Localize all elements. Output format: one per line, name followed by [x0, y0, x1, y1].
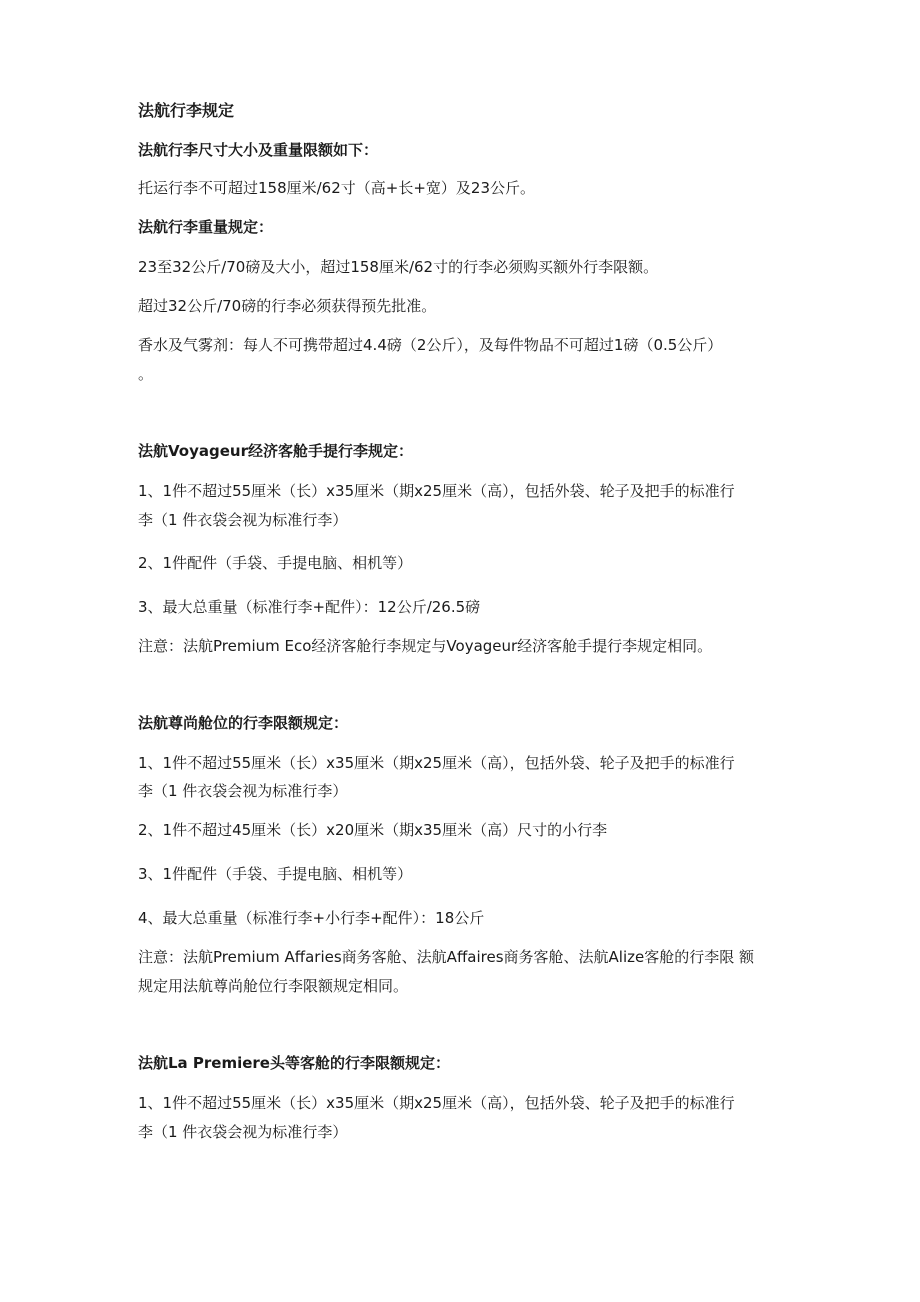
- document-title: 法航行李规定: [138, 101, 235, 120]
- voyageur-item1-line1: 1、1件不超过55厘米（长）x35厘米（期x25厘米（高），包括外袋、轮子及把手的标准行: [138, 482, 735, 500]
- premium-item2: 2、1件不超过45厘米（长）x20厘米（期x35厘米（高）尺寸的小行李: [138, 821, 608, 839]
- voyageur-note: 注意：法航Premium Eco经济客舱行李规定与Voyageur经济客舱手提行李规定相同。: [138, 637, 713, 655]
- general-heading-size: 法航行李尺寸大小及重量限额如下：: [138, 141, 379, 159]
- general-weight-rule-2: 超过32公斤/70磅的行李必须获得预先批准。: [138, 297, 437, 315]
- voyageur-item3: 3、最大总重量（标准行李+配件）：12公斤/26.5磅: [138, 598, 481, 616]
- general-heading-weight: 法航行李重量规定：: [138, 218, 274, 236]
- voyageur-item1-line2: 李（1 件衣袋会视为标准行李）: [138, 511, 348, 529]
- lapremiere-item1-line2: 李（1 件衣袋会视为标准行李）: [138, 1123, 348, 1141]
- premium-heading: 法航尊尚舱位的行李限额规定：: [138, 714, 349, 732]
- voyageur-heading: 法航Voyageur经济客舱手提行李规定：: [138, 442, 413, 460]
- premium-item1-line1: 1、1件不超过55厘米（长）x35厘米（期x25厘米（高），包括外袋、轮子及把手的标准行: [138, 754, 735, 772]
- general-perfume-rule-line1: 香水及气雾剂：每人不可携带超过4.4磅（2公斤），及每件物品不可超过1磅（0.5公斤）: [138, 336, 723, 354]
- general-weight-rule-1: 23至32公斤/70磅及大小，超过158厘米/62寸的行李必须购买额外行李限额。: [138, 258, 659, 276]
- premium-item3: 3、1件配件（手袋、手提电脑、相机等）: [138, 865, 413, 883]
- premium-item1-line2: 李（1 件衣袋会视为标准行李）: [138, 782, 348, 800]
- voyageur-item2: 2、1件配件（手袋、手提电脑、相机等）: [138, 554, 413, 572]
- premium-note-line1: 注意：法航Premium Affaries商务客舱、法航Affaires商务客舱、法航Alize客舱的行李限 额: [138, 948, 754, 966]
- lapremiere-heading: 法航La Premiere头等客舱的行李限额规定：: [138, 1054, 450, 1072]
- general-perfume-rule-line2: 。: [138, 365, 154, 383]
- general-checked-baggage-limit: 托运行李不可超过158厘米/62寸（高+长+宽）及23公斤。: [138, 179, 535, 197]
- premium-note-line2: 规定用法航尊尚舱位行李限额规定相同。: [138, 977, 409, 995]
- premium-item4: 4、最大总重量（标准行李+小行李+配件）：18公斤: [138, 909, 485, 927]
- lapremiere-item1-line1: 1、1件不超过55厘米（长）x35厘米（期x25厘米（高），包括外袋、轮子及把手的标准行: [138, 1094, 735, 1112]
